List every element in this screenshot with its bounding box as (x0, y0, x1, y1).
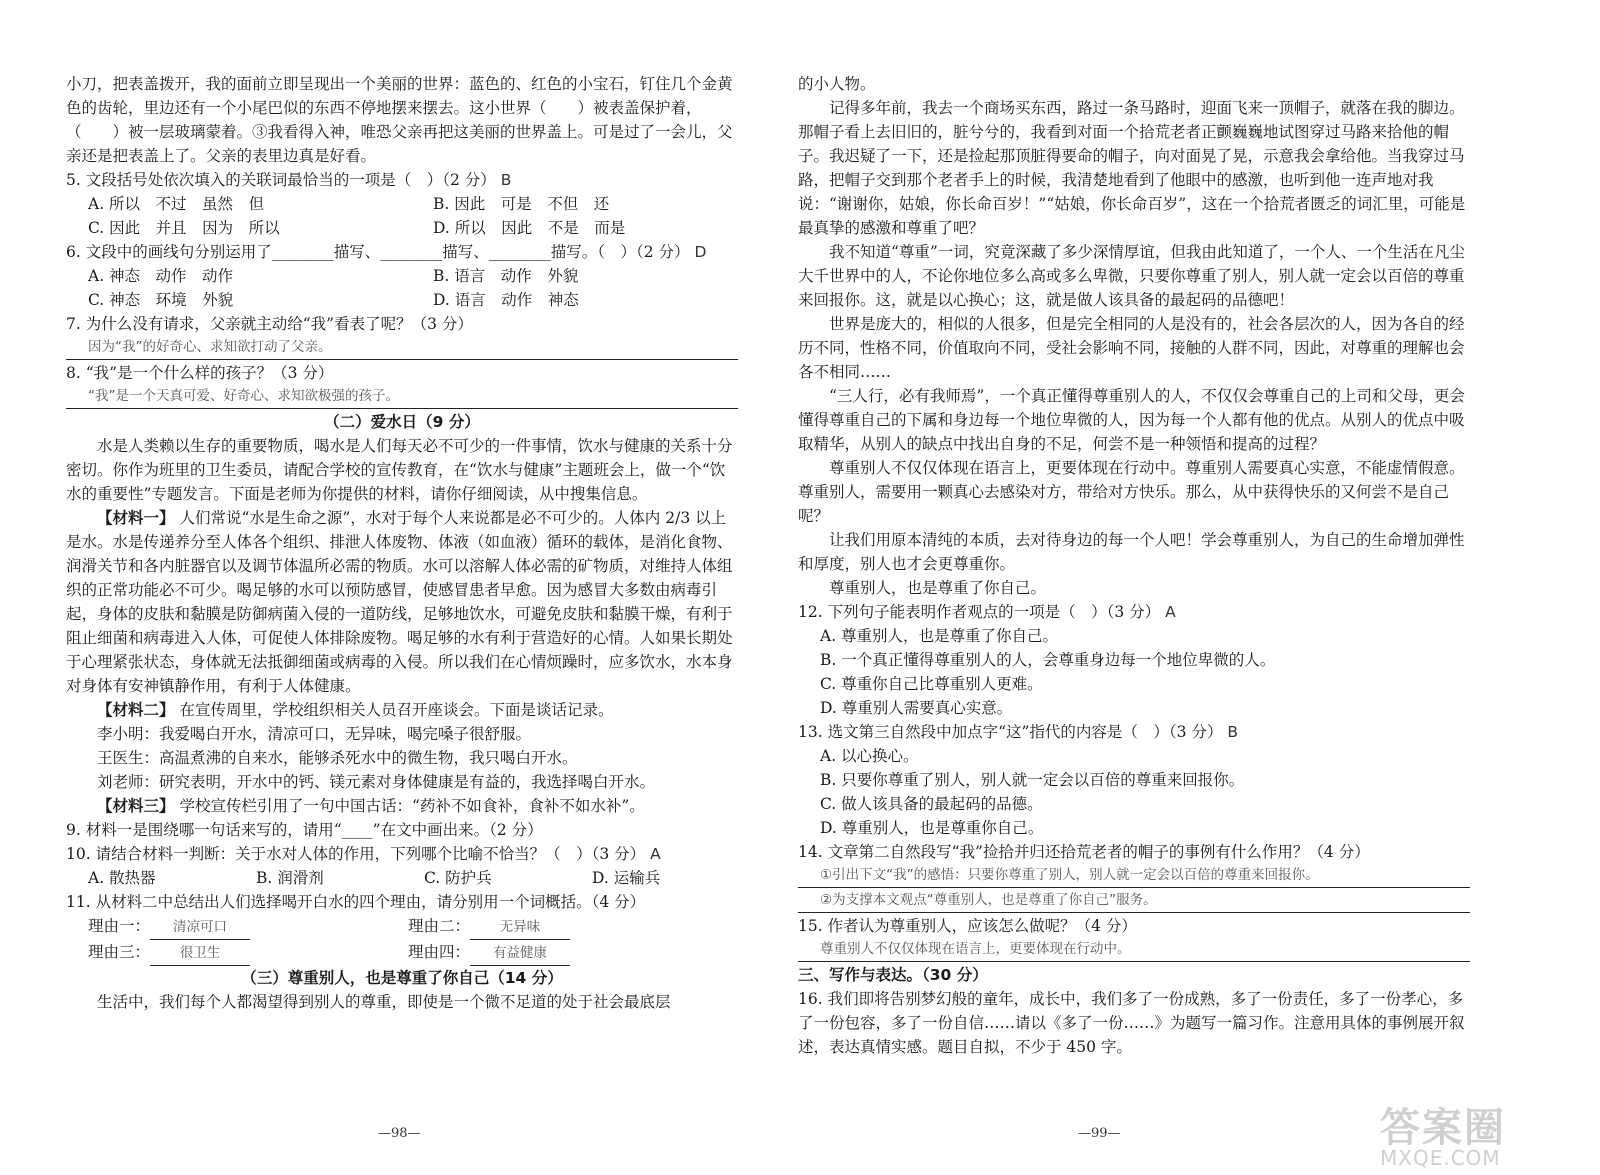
reason-answer: 有益健康 (470, 941, 570, 966)
essay-paragraph: 世界是庞大的，相似的人很多，但是完全相同的人是没有的，社会各层次的人，因为各自的经历不同，性格不同，价值取向不同，受社会影响不同，接触的人群不同，因此，对尊重的理解也会各不相同…… (798, 315, 1465, 381)
option: C. 防护兵 (424, 869, 492, 887)
question-6 (66, 240, 738, 264)
watermark-logo (1380, 1105, 1590, 1172)
section-3-paragraph: 生活中，我们每个人都渴望得到别人的尊重，即使是一个微不足道的处于社会最底层 (97, 993, 671, 1011)
section-2-intro: 水是人类赖以生存的重要物质，喝水是人们每天必不可少的一件事情，饮水与健康的关系十分密切。你作为班里的卫生委员，请配合学校的宣传教育，在“饮水与健康”主题班会上，做一个“饮水的重要性”专题发言。下面是老师为你提供的材料，请你仔细阅读，从中搜集信息。 (66, 437, 733, 503)
watermark-text: 答案圈 (1380, 1105, 1506, 1151)
option: C. 因此 并且 因为 所以 (88, 219, 280, 237)
question-7-stem: 7. 为什么没有请求，父亲就主动给“我”看表了呢？（3 分） (66, 315, 473, 333)
question-5-answer: B (500, 171, 513, 189)
question-6-stem: 6. 文段中的画线句分别运用了________描写、________描写、________描写。（ ）（2 分） (66, 243, 690, 261)
option: B. 只要你尊重了别人，别人就一定会以百倍的尊重来回报你。 (820, 771, 1245, 789)
essay-paragraph: 尊重别人不仅仅体现在语言上，更要体现在行动中。尊重别人需要真心实意，不能虚情假意。尊重别人，需要用一颗真心去感染对方，带给对方快乐。那么，从中获得快乐的又何尝不是自己呢？ (798, 459, 1465, 525)
material-1-tag: 【材料一】 (97, 509, 175, 527)
essay-paragraph: 记得多年前，我去一个商场买东西，路过一条马路时，迎面飞来一顶帽子，就落在我的脚边。那帽子看上去旧旧的，脏兮兮的，我看到对面一个拾荒老者正颤巍巍地试图穿过马路来拾他的帽子。我迟疑了一下，还是捡起那顶脏得要命的帽子，向对面晃了晃，示意我会拿给他。当我穿过马路，把帽子交到那个老者手上的时候，我清楚地看到了他眼中的感激，也听到他一连声地对我说：“谢谢你，姑娘，你长命百岁！”“姑娘，你长命百岁”，这在一个拾荒者匮乏的词汇里，可能是最真挚的感激和尊重了吧？ (798, 99, 1466, 237)
reason-label: 理由四： (408, 943, 471, 961)
option: A. 所以 不过 虽然 但 (88, 195, 265, 213)
essay-paragraph: 的小人物。 (798, 75, 876, 93)
reason-item (88, 914, 408, 940)
question-9: 9. 材料一是围绕哪一句话来写的，请用“____”在文中画出来。（2 分） (66, 821, 543, 839)
question-11-reasons (88, 914, 738, 966)
question-8-answer: “我”是一个天真可爱、好奇心、求知欲极强的孩子。 (66, 385, 738, 409)
option: C. 神态 环境 外貌 (88, 291, 234, 309)
question-7-answer: 因为“我”的好奇心、求知欲打动了父亲。 (66, 336, 738, 360)
option: A. 以心换心。 (820, 747, 919, 765)
section-3-title: （三）尊重别人，也是尊重了你自己（14 分） (241, 969, 563, 987)
reason-answer: 清凉可口 (150, 915, 250, 940)
story-paragraph: 小刀，把表盖拨开，我的面前立即呈现出一个美丽的世界：蓝色的、红色的小宝石，钉住几个金黄色的齿轮，里边还有一个小尾巴似的东西不停地摆来摆去。这小世界（ ）被表盖保护着，（ ）被一层玻璃蒙着。③我看得入神，唯恐父亲再把这美丽的世界盖上。可是过了一会儿，父亲还是把表盖上了。父亲的表里边真是好看。 (66, 75, 733, 165)
dialogue-line: 刘老师：研究表明，开水中的钙、镁元素对身体健康是有益的，我选择喝白开水。 (97, 773, 656, 791)
question-8-stem: 8. “我”是一个什么样的孩子？（3 分） (66, 364, 334, 382)
option: D. 语言 动作 神态 (433, 291, 579, 309)
question-10-answer: A (650, 845, 662, 863)
reason-label: 理由一： (88, 917, 151, 935)
question-6-answer: D (694, 243, 708, 261)
question-11-stem: 11. 从材料二中总结出人们选择喝开白水的四个理由，请分别用一个词概括。（4 分） (66, 893, 646, 911)
question-13-answer: B (1227, 723, 1240, 741)
question-6-options (66, 264, 738, 312)
question-12-answer: A (1165, 603, 1177, 621)
question-5-options (66, 192, 738, 240)
option: D. 所以 因此 不是 而是 (433, 219, 626, 237)
page-number-right: —99— (1078, 1126, 1121, 1141)
reason-label: 理由三： (88, 943, 151, 961)
material-1-text: 人们常说“水是生命之源”，水对于每个人来说都是必不可少的。人体内 2/3 以上是水。水是传递养分至人体各个组织、排泄人体废物、体液（如血液）循环的载体，是消化食物、润滑关节和各内脏器官以及调节体温所必需的物质。水可以溶解人体必需的矿物质，对维持人体组织的正常功能必不可少。喝足够的水可以预防感冒，使感冒患者早愈。因为感冒大多数由病毒引起，身体的皮肤和黏膜是防御病菌入侵的一道防线，足够地饮水，可避免皮肤和黏膜干燥，有利于阻止细菌和病毒进入人体，可促使人体排除废物。喝足够的水有利于营造好的心情。人如果长期处于心理紧张状态，身体就无法抵御细菌或病毒的入侵。所以我们在心情烦躁时，应多饮水，水本身对身体有安神镇静作用，有利于人体健康。 (66, 509, 733, 695)
essay-paragraph: 尊重别人，也是尊重了你自己。 (829, 579, 1047, 597)
option: B. 语言 动作 外貌 (433, 267, 579, 285)
question-12 (798, 600, 1470, 624)
material-2-text: 在宣传周里，学校组织相关人员召开座谈会。下面是谈话记录。 (179, 701, 614, 719)
material-1 (66, 506, 738, 698)
option: D. 尊重别人，也是尊重你自己。 (820, 819, 1044, 837)
question-14-stem: 14. 文章第二自然段写“我”捡拾并归还拾荒老者的帽子的事例有什么作用？（4 分） (798, 843, 1370, 861)
reason-item (408, 914, 728, 940)
section-2-title: （二）爱水日（9 分） (324, 413, 480, 431)
essay-paragraph: “三人行，必有我师焉”，一个真正懂得尊重别人的人，不仅仅会尊重自己的上司和父母，更会懂得尊重自己的下属和身边每一个地位卑微的人，因为每一个人都有他的优点。从别人的优点中吸取精华，从别人的缺点中找出自身的不足，何尝不是一种领悟和提高的过程？ (798, 387, 1465, 453)
option: C. 尊重你自己比尊重别人更难。 (820, 675, 1043, 693)
material-3-text: 学校宣传栏引用了一句中国古话：“药补不如食补，食补不如水补”。 (179, 797, 645, 815)
option: B. 润滑剂 (256, 869, 324, 887)
material-2 (66, 698, 738, 722)
option: A. 尊重别人，也是尊重了你自己。 (820, 627, 1059, 645)
question-10-stem: 10. 请结合材料一判断：关于水对人体的作用，下列哪个比喻不恰当？（ ）（3 分） (66, 845, 646, 863)
essay-paragraph: 让我们用原本清纯的本质，去对待身边的每一个人吧！学会尊重别人，为自己的生命增加弹性和厚度，别人也才会更尊重你。 (798, 531, 1465, 573)
option: C. 做人该具备的最起码的品德。 (820, 795, 1043, 813)
left-page (66, 72, 738, 1014)
option: D. 尊重别人需要真心实意。 (820, 699, 1013, 717)
option: A. 散热器 (88, 869, 156, 887)
option: D. 运输兵 (592, 869, 661, 887)
reason-label: 理由二： (408, 917, 471, 935)
dialogue-line: 李小明：我爱喝白开水，清凉可口，无异味，喝完嗓子很舒服。 (97, 725, 532, 743)
material-3 (66, 794, 738, 818)
reason-item (88, 940, 408, 966)
page-number-left: —98— (378, 1126, 421, 1141)
question-12-stem: 12. 下列句子能表明作者观点的一项是（ ）（3 分） (798, 603, 1161, 621)
reason-answer: 很卫生 (150, 941, 250, 966)
right-page (798, 72, 1470, 1059)
reason-item (408, 940, 728, 966)
material-3-tag: 【材料三】 (97, 797, 175, 815)
option: A. 神态 动作 动作 (88, 267, 234, 285)
question-13 (798, 720, 1470, 744)
question-14-answer-2: ②为支撑本文观点“尊重别人，也是尊重了你自己”服务。 (798, 889, 1470, 913)
dialogue-line: 王医生：高温煮沸的自来水，能够杀死水中的微生物，我只喝白开水。 (97, 749, 578, 767)
question-5 (66, 168, 738, 192)
reason-answer: 无异味 (470, 915, 570, 940)
question-10-options (88, 866, 738, 890)
question-5-stem: 5. 文段括号处依次填入的关联词最恰当的一项是（ ）（2 分） (66, 171, 496, 189)
essay-paragraph: 我不知道“尊重”一词，究竟深藏了多少深情厚谊，但我由此知道了，一个人、一个生活在凡尘大千世界中的人，不论你地位多么高或多么卑微，只要你尊重了别人，别人就一定会以百倍的尊重来回报你。这，就是以心换心；这，就是做人该具备的最起码的品德吧！ (798, 243, 1465, 309)
writing-section-heading: 三、写作与表达。（30 分） (798, 966, 988, 984)
question-15-stem: 15. 作者认为尊重别人，应该怎么做呢？（4 分） (798, 917, 1137, 935)
question-10 (66, 842, 738, 866)
option: B. 一个真正懂得尊重别人的人，会尊重身边每一个地位卑微的人。 (820, 651, 1276, 669)
question-15-answer: 尊重别人不仅仅体现在语言上，更要体现在行动中。 (798, 938, 1470, 962)
material-2-tag: 【材料二】 (97, 701, 175, 719)
question-13-stem: 13. 选文第三自然段中加点字“这”指代的内容是（ ）（3 分） (798, 723, 1223, 741)
option: B. 因此 可是 不但 还 (433, 195, 610, 213)
watermark-url: MXQE.COM (1380, 1146, 1501, 1170)
question-14-answer-1: ①引出下文“我”的感悟：只要你尊重了别人，别人就一定会以百倍的尊重来回报你。 (798, 864, 1470, 888)
question-16: 16. 我们即将告别梦幻般的童年，成长中，我们多了一份成熟，多了一份责任，多了一份孝心，多了一份包容，多了一份自信……请以《多了一份……》为题写一篇习作。注意用具体的事例展开叙述，表达真情实感。题目自拟，不少于 450 字。 (798, 990, 1465, 1056)
